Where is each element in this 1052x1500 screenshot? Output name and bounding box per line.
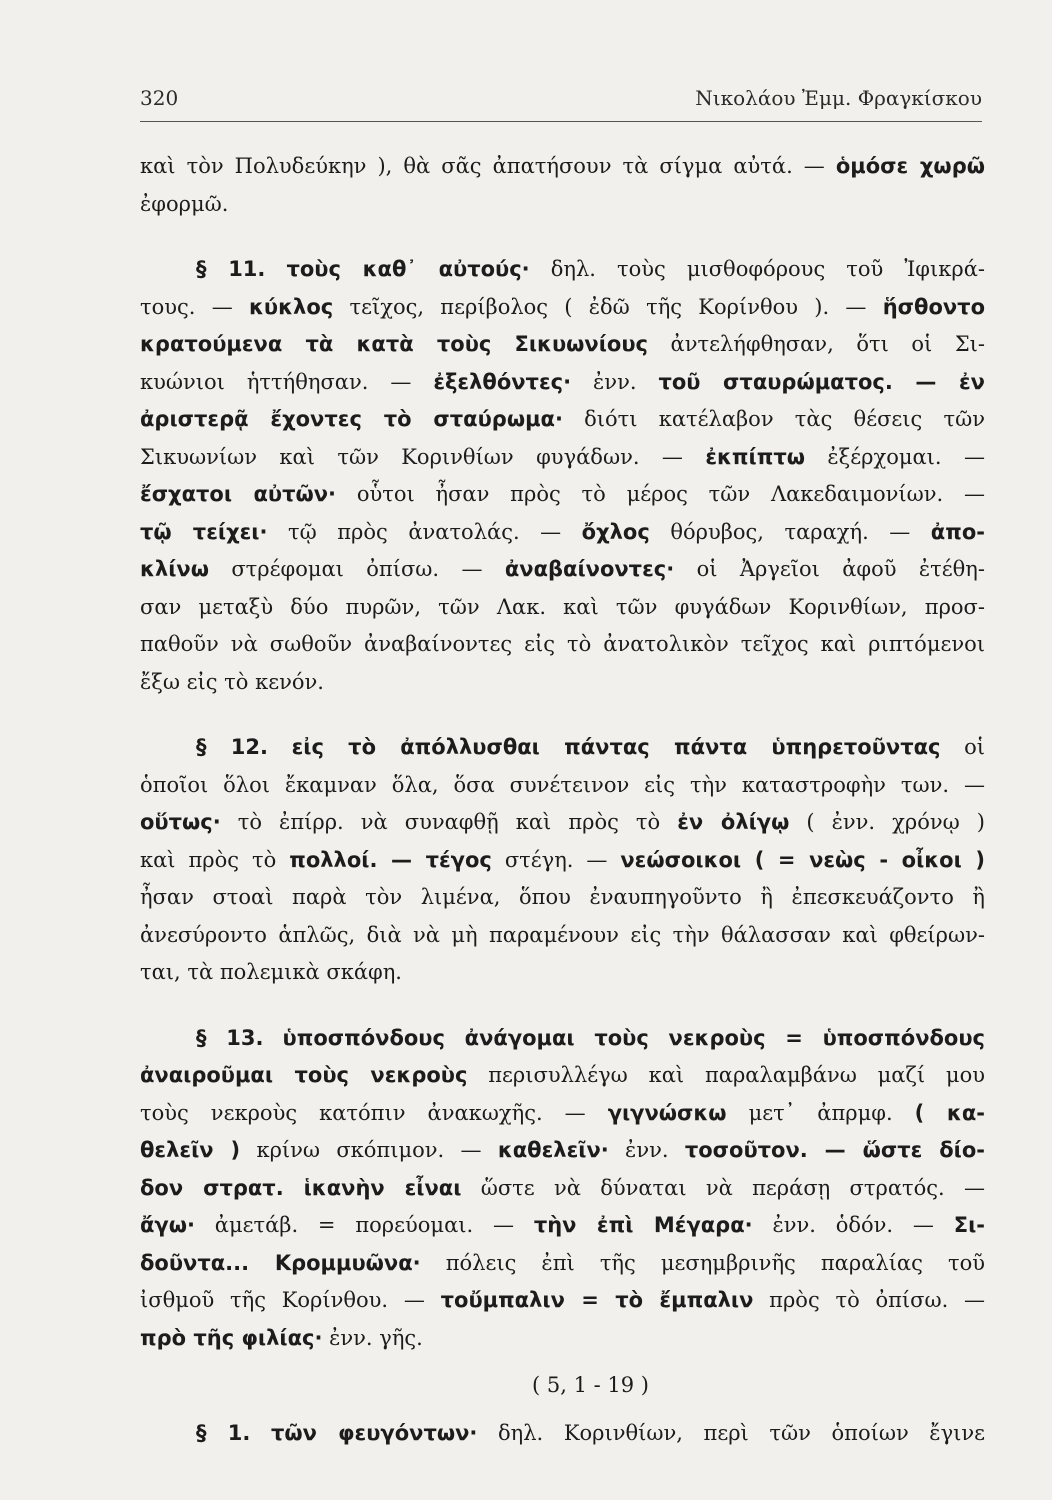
- text-line: ἀναιροῦμαι τοὺς νεκροὺς περισυλλέγω καὶ παραλαμβάνω μαζί μου: [140, 1063, 985, 1087]
- text-line: Σικυωνίων καὶ τῶν Κορινθίων φυγάδων. — ἐκπίπτω ἐξέρχομαι. —: [140, 444, 985, 469]
- text-line: δοῦντα... Κρομμυῶνα· πόλεις ἐπὶ τῆς μεσημβρινῆς παραλίας τοῦ: [140, 1250, 985, 1275]
- section-13-start: § 13. ὑποσπόνδους ἀνάγομαι τοὺς νεκροὺς = ὑποσπόνδους: [196, 1025, 985, 1050]
- text-line: ἐφορμῶ.: [140, 191, 229, 216]
- text-line: ἦσαν στοαὶ παρὰ τὸν λιμένα, ὅπου ἐναυπηγοῦντο ἢ ἐπεσκευάζοντο ἢ: [140, 885, 985, 909]
- text-line: κλίνω στρέφομαι ὀπίσω. — ἀναβαίνοντες· οἱ Ἀργεῖοι ἀφοῦ ἐτέθη-: [140, 557, 985, 581]
- page-header: [140, 86, 982, 110]
- header-rule: [140, 121, 982, 122]
- text-line: τῷ τείχει· τῷ πρὸς ἀνατολάς. — ὄχλος θόρυβος, ταραχή. — ἀπο-: [140, 519, 985, 544]
- text-line: πρὸ τῆς φιλίας· ἐνν. γῆς.: [140, 1325, 423, 1350]
- running-title: Νικολάου Ἐμμ. Φραγκίσκου: [695, 86, 982, 110]
- text-line: δον στρατ. ἱκανὴν εἶναι ὥστε νὰ δύναται νὰ περάσῃ στρατός. —: [140, 1175, 985, 1200]
- text-line: ἄγω· ἀμετάβ. = πορεύομαι. — τὴν ἐπὶ Μέγαρα· ἐνν. ὁδόν. — Σι-: [140, 1213, 985, 1237]
- text-line: κυώνιοι ἡττήθησαν. — ἐξελθόντες· ἐνν. τοῦ σταυρώματος. — ἐν: [140, 369, 985, 394]
- text-line: σαν μεταξὺ δύο πυρῶν, τῶν Λακ. καὶ τῶν φυγάδων Κορινθίων, προσ-: [140, 594, 985, 619]
- text-line: παθοῦν νὰ σωθοῦν ἀναβαίνοντες εἰς τὸ ἀνατολικὸν τεῖχος καὶ ριπτόμενοι: [140, 632, 985, 656]
- text-line: θελεῖν ) κρίνω σκόπιμον. — καθελεῖν· ἐνν. τοσοῦτον. — ὥστε δίο-: [140, 1138, 985, 1162]
- text-line: ται, τὰ πολεμικὰ σκάφη.: [140, 960, 402, 984]
- text-line: ἔσχατοι αὐτῶν· οὗτοι ἦσαν πρὸς τὸ μέρος τῶν Λακεδαιμονίων. —: [140, 482, 985, 506]
- text-line: τοὺς νεκροὺς κατόπιν ἀνακωχῆς. — γιγνώσκω μετ᾽ ἀπρμφ. ( κα-: [140, 1100, 985, 1125]
- section-1-start: § 1. τῶν φευγόντων· δηλ. Κορινθίων, περὶ τῶν ὁποίων ἔγινε: [196, 1420, 985, 1445]
- text-line: ἔξω εἰς τὸ κενόν.: [140, 669, 324, 694]
- text-line: κρατούμενα τὰ κατὰ τοὺς Σικυωνίους ἀντελήφθησαν, ὅτι οἱ Σι-: [140, 332, 985, 356]
- text-line: καὶ πρὸς τὸ πολλοί. — τέγος στέγη. — νεώσοικοι ( = νεὼς - οἶκοι ): [140, 847, 985, 872]
- text-line: ἀριστερᾷ ἔχοντες τὸ σταύρωμα· διότι κατέλαβον τὰς θέσεις τῶν: [140, 407, 985, 431]
- text-line: ὁποῖοι ὅλοι ἔκαμναν ὅλα, ὅσα συνέτεινον εἰς τὴν καταστροφὴν των. —: [140, 772, 985, 797]
- text-line: ἀνεσύροντο ἁπλῶς, διὰ νὰ μὴ παραμένουν εἰς τὴν θάλασσαν καὶ φθείρων-: [140, 922, 985, 947]
- text-line: καὶ τὸν Πολυδεύκην ), θὰ σᾶς ἀπατήσουν τὰ σίγμα αὐτά. — ὁμόσε χωρῶ: [140, 154, 985, 178]
- body-text: [140, 148, 985, 1452]
- page-number: 320: [140, 86, 179, 110]
- text-line: οὕτως· τὸ ἐπίρρ. νὰ συναφθῇ καὶ πρὸς τὸ ἐν ὀλίγῳ ( ἐνν. χρόνῳ ): [140, 810, 985, 834]
- chapter-reference: ( 5, 1 - 19 ): [532, 1373, 649, 1397]
- section-11-start: § 11. τοὺς καθ᾽ αὐτούς· δηλ. τοὺς μισθοφόρους τοῦ Ἰφικρά-: [196, 257, 985, 281]
- text-line: τους. — κύκλος τεῖχος, περίβολος ( ἐδῶ τῆς Κορίνθου ). — ἥσθοντο: [140, 294, 985, 319]
- section-12-start: § 12. εἰς τὸ ἀπόλλυσθαι πάντας πάντα ὑπηρετοῦντας οἱ: [196, 735, 985, 759]
- text-line: ἰσθμοῦ τῆς Κορίνθου. — τοὔμπαλιν = τὸ ἔμπαλιν πρὸς τὸ ὀπίσω. —: [140, 1288, 985, 1312]
